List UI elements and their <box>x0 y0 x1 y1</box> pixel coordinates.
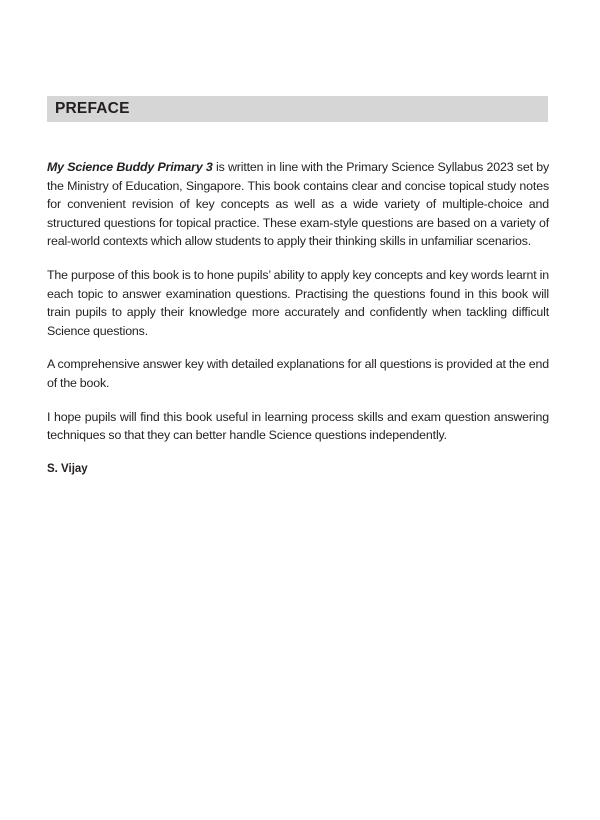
paragraph-purpose: The purpose of this book is to hone pupils’ ability to apply key concepts and key words learnt in each topic to answer examination questions. Practising the questions found in this book will train pupils to apply their knowledge more accurately and confidently when tackling difficult Science questions. <box>47 267 549 338</box>
book-title: My Science Buddy Primary 3 <box>47 160 213 174</box>
section-heading-bar <box>47 96 548 122</box>
page-title: PREFACE <box>55 100 130 117</box>
preface-body <box>47 158 549 478</box>
paragraph-intro <box>47 158 549 251</box>
paragraph-intro-text: is written in line with the Primary Science Syllabus 2023 set by the Ministry of Education, Singapore. This book contains clear and concise topical study notes for convenient revision of key concepts as well as a wide variety of multiple-choice and structured questions for topical practice. These exam-style questions are based on a variety of real-world contexts which allow students to apply their thinking skills in unfamiliar scenarios. <box>47 160 549 249</box>
paragraph-answer-key: A comprehensive answer key with detailed explanations for all questions is provided at the end of the book. <box>47 357 549 390</box>
author-signature: S. Vijay <box>47 462 88 475</box>
paragraph-closing: I hope pupils will find this book useful in learning process skills and exam question answering techniques so that they can better handle Science questions independently. <box>47 409 549 443</box>
